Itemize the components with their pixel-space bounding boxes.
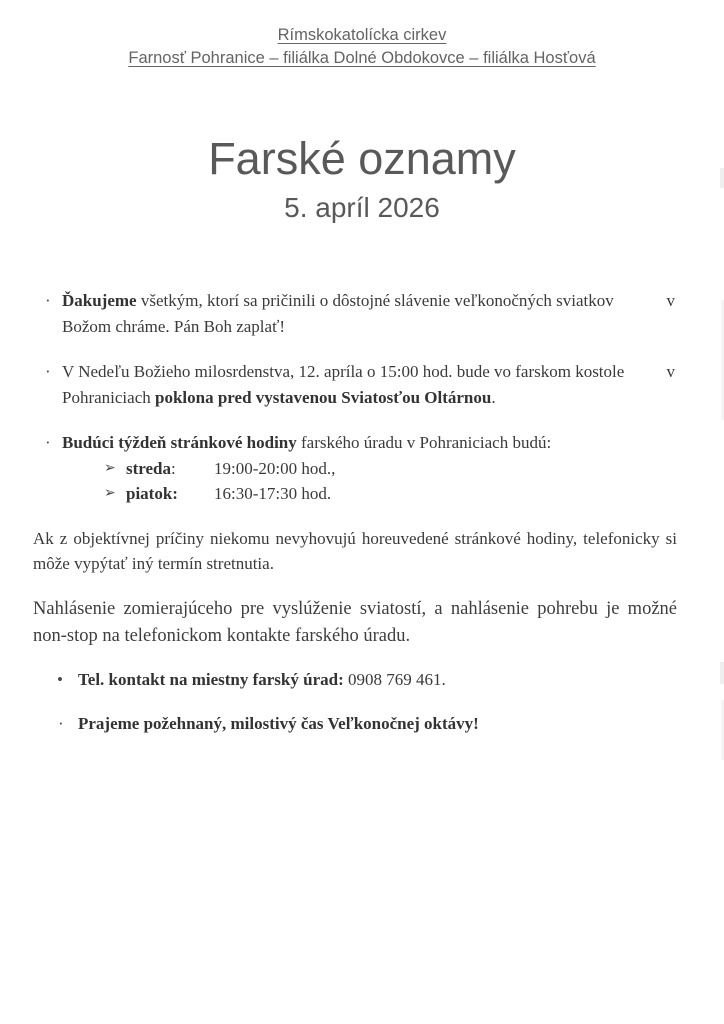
bullet-marker: ·	[45, 433, 51, 452]
letterhead-line-1: Rímskokatolícka cirkev	[277, 26, 447, 44]
paragraph-flexibility-note: Ak z objektívnej príčiny niekomu nevyhovujú horeuvedené stránkové hodiny, telefonicky si môže vypýtať iný termín stretnutia.	[33, 528, 677, 573]
office-hours-time: 16:30-17:30 hod.	[214, 484, 332, 503]
letterhead	[0, 0, 724, 69]
paragraph-emergency-note: Nahlásenie zomierajúceho pre vyslúženie sviatostí, a nahlásenie pohrebu je možné non-stop na telefonickom kontakte farského úradu.	[33, 598, 677, 646]
announcement-thanks	[33, 288, 677, 339]
arrow-bullet-icon: ➢	[104, 460, 116, 476]
announcement-mercy-line1: V Nedeľu Božieho milosrdenstva, 12. apríla o 15:00 hod. bude vo farskom kostole v	[62, 362, 675, 381]
announcement-office-hours-intro: Budúci týždeň stránkové hodiny farského úradu v Pohraniciach budú:	[62, 433, 552, 452]
announcement-thanks-line1: Ďakujeme všetkým, ktorí sa pričinili o dôstojné slávenie veľkonočných sviatkov v	[62, 291, 675, 310]
bullet-marker: ·	[45, 291, 51, 310]
office-hours-time: 19:00-20:00 hod.,	[214, 458, 336, 478]
bullet-marker: •	[57, 669, 63, 689]
announcement-mercy-sunday	[33, 359, 677, 410]
announcement-office-hours	[33, 430, 677, 507]
office-hours-row-wednesday: ➢ streda: 19:00-20:00 hod.,	[62, 456, 677, 482]
arrow-bullet-icon: ➢	[104, 486, 116, 501]
phone-number: 0908 769 461.	[343, 669, 446, 689]
letterhead-line-2: Farnosť Pohranice – filiálka Dolné Obdokovce – filiálka Hosťová	[128, 48, 596, 67]
announcements-body	[33, 288, 677, 757]
bullet-marker: ·	[58, 714, 64, 733]
announcement-thanks-line2: Božom chráme. Pán Boh zaplať!	[62, 316, 286, 336]
scan-artifact	[720, 662, 724, 684]
announcement-mercy-line2: Pohraniciach poklona pred vystavenou Sviatosťou Oltárnou.	[62, 387, 496, 407]
announcement-phone-contact: • Tel. kontakt na miestny farský úrad: 0908 769 461.	[33, 667, 677, 693]
scan-artifact	[720, 168, 724, 188]
office-hours-row-friday: ➢ piatok: 16:30-17:30 hod.	[62, 481, 677, 507]
announcement-easter-wish: · Prajeme požehnaný, milostivý čas Veľkonočnej oktávy!	[33, 711, 677, 737]
page-date: 5. apríl 2026	[284, 192, 440, 223]
page-title: Farské oznamy	[208, 133, 516, 184]
bullet-marker: ·	[45, 362, 51, 381]
